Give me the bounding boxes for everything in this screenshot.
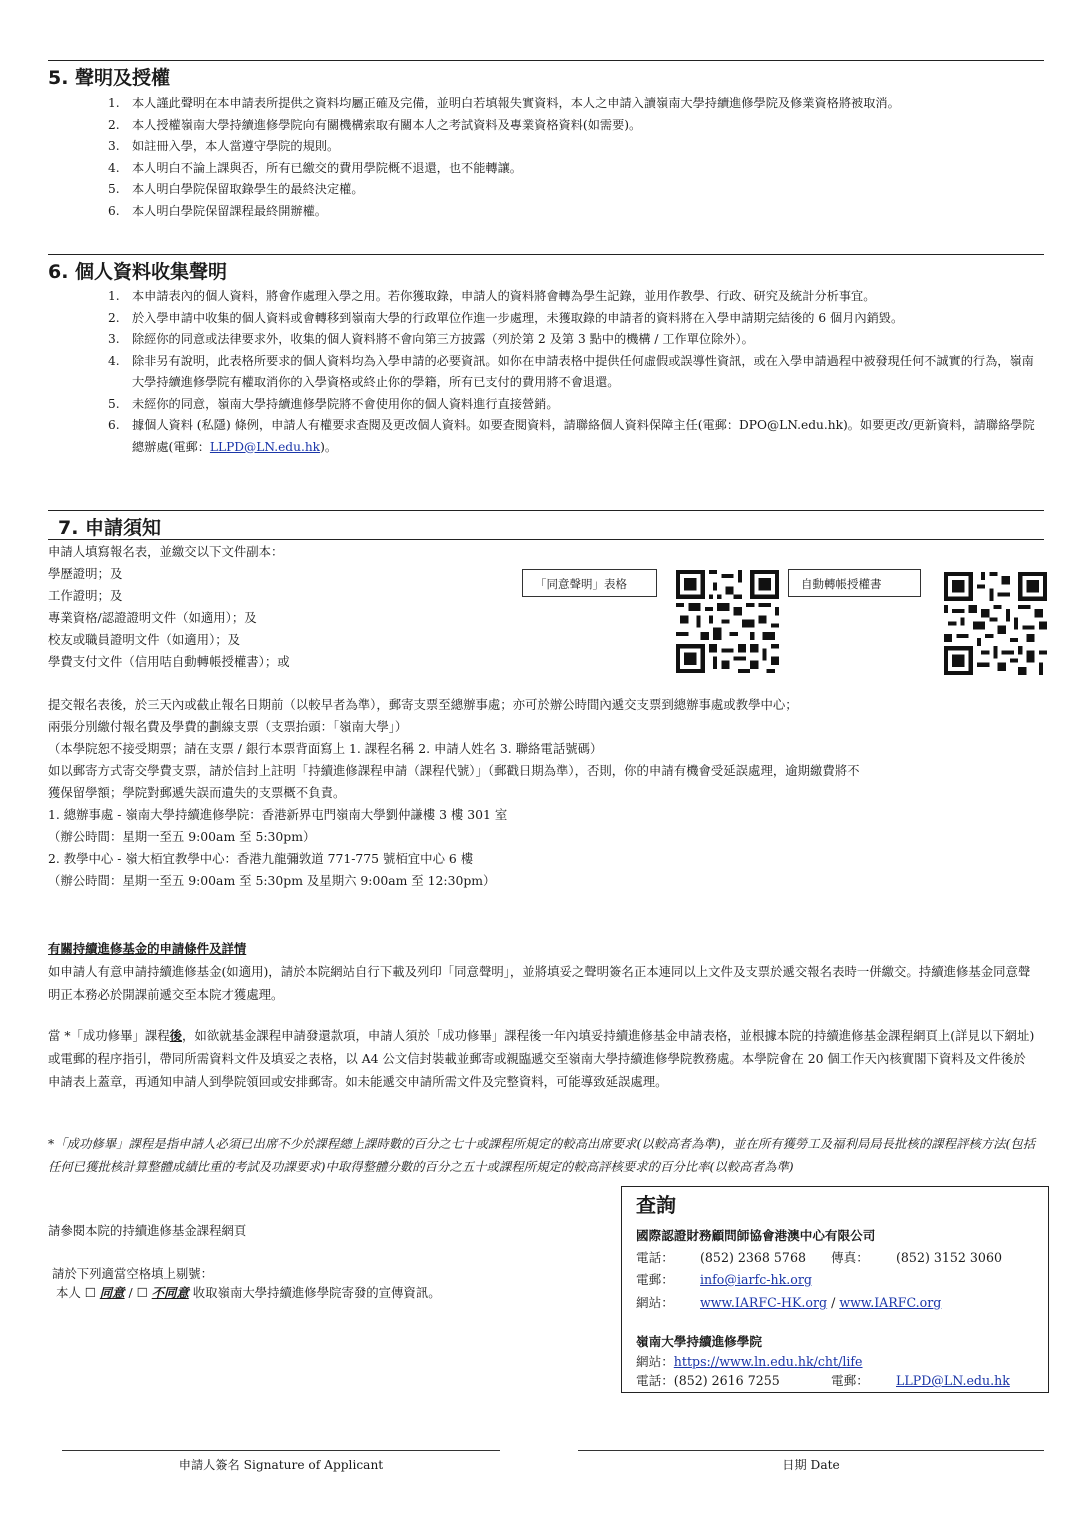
cef-paragraph-1: 如申請人有意申請持續進修基金(如適用)，請於本院網站自行下載及列印「同意聲明」，並將填妥之聲明簽名正本連同以上文件及支票於遞交報名表時一併繳交。持續進修基金同意聲明正本務必於開課前遞交至本院才獲處理。 bbox=[48, 964, 1031, 1002]
section-5-header bbox=[48, 60, 1044, 89]
iarfc-fax: (852) 3152 3060 bbox=[896, 1250, 1002, 1265]
consent-form-label: 「同意聲明」表格 bbox=[522, 569, 657, 597]
cef-title: 有關持續進修基金的申請條件及詳情 bbox=[48, 941, 247, 956]
tick-instruction: 請於下列適當空格填上剔號： bbox=[52, 1266, 214, 1281]
section-6-list bbox=[108, 286, 1038, 458]
qr-code-icon[interactable] bbox=[944, 572, 1047, 675]
tel-label: 電話： bbox=[636, 1250, 674, 1265]
list-item: 3. 如註冊入學，本人當遵守學院的規則。 bbox=[108, 139, 340, 153]
email-label: 電郵： bbox=[831, 1373, 869, 1388]
lingnan-email-link[interactable]: LLPD@LN.edu.hk bbox=[896, 1373, 1010, 1388]
list-item: 1. 本人謹此聲明在本申請表所提供之資料均屬正確及完備，並明白若填報失實資料，本人之申請入讀嶺南大學持續進修學院及修業資格將被取消。 bbox=[108, 96, 900, 110]
instruction-line: 獲保留學額；學院對郵遞失誤而遺失的支票概不負責。 bbox=[48, 785, 346, 800]
autopay-form-label: 自動轉帳授權書 bbox=[788, 569, 921, 597]
office-hours: （辦公時間：星期一至五 9:00am 至 5:30pm） bbox=[48, 829, 316, 844]
instruction-line: （本學院恕不接受期票；請在支票 / 銀行本票背面寫上 1. 課程名稱 2. 申請人姓名 3. 聯絡電話號碼） bbox=[48, 741, 603, 756]
org-lingnan: 嶺南大學持續進修學院 bbox=[636, 1334, 762, 1349]
date-label: 日期 Date bbox=[782, 1458, 840, 1472]
list-item: 3. 除經你的同意或法律要求外，收集的個人資料將不會向第三方披露（列於第 2 及第 3 點中的機構 / 工作單位除外）。 bbox=[108, 332, 754, 346]
org-iarfc: 國際認證財務顧問師協會港澳中心有限公司 bbox=[636, 1228, 876, 1243]
doc-item: 學歷證明；及 bbox=[48, 566, 123, 581]
enquiry-box bbox=[621, 1186, 1049, 1393]
iarfc-email-link[interactable]: info@iarfc-hk.org bbox=[700, 1272, 812, 1287]
doc-item: 學費支付文件（信用咭自動轉帳授權書）；或 bbox=[48, 654, 290, 669]
iarfc-websites: www.IARFC-HK.org / www.IARFC.org bbox=[700, 1295, 942, 1310]
qr-code-icon[interactable] bbox=[676, 570, 779, 673]
list-item: 5. 本人明白學院保留取錄學生的最終決定權。 bbox=[108, 182, 364, 196]
lingnan-phone: 電話：(852) 2616 7255 bbox=[636, 1373, 780, 1388]
section-6-title: 6. 個人資料收集聲明 bbox=[48, 261, 228, 283]
list-item: 6. 本人明白學院保留課程最終開辦權。 bbox=[108, 203, 327, 218]
applicant-signature-label: 申請人簽名 Signature of Applicant bbox=[178, 1458, 384, 1472]
iarfc-hk-link[interactable]: www.IARFC-HK.org bbox=[700, 1295, 828, 1310]
centre-address: 2. 教學中心 - 嶺大栢宜教學中心：香港九龍彌敦道 771-775 號栢宜中心 6 樓 bbox=[48, 851, 474, 866]
enquiry-title: 查詢 bbox=[636, 1193, 676, 1217]
instruction-line: 如以郵寄方式寄交學費支票，請於信封上註明「持續進修課程申請（課程代號）」（郵戳日期為準），否則，你的申請有機會受延誤處理，逾期繳費將不 bbox=[48, 763, 860, 778]
list-item: 1. 本申請表內的個人資料，將會作處理入學之用。若你獲取錄，申請人的資料將會轉為學生記錄，並用作教學、行政、研究及統計分析事宜。 bbox=[108, 289, 876, 303]
email-label: 電郵： bbox=[636, 1272, 674, 1287]
fax-label: 傳真： bbox=[831, 1250, 869, 1265]
emphasis-after: 後 bbox=[169, 1028, 183, 1043]
iarfc-phone: (852) 2368 5768 bbox=[700, 1250, 806, 1265]
doc-item: 校友或職員證明文件（如適用）；及 bbox=[48, 632, 241, 647]
cef-webpage-note: 請參閱本院的持續進修基金課程網頁 bbox=[48, 1223, 247, 1238]
lingnan-web-link[interactable]: https://www.ln.edu.hk/cht/life bbox=[673, 1354, 863, 1369]
list-item: 4. 本人明白不論上課與否，所有已繳交的費用學院概不退還，也不能轉讓。 bbox=[108, 160, 522, 175]
section-6-header bbox=[48, 254, 1044, 283]
doc-item: 專業資格/認證證明文件（如適用）；及 bbox=[48, 610, 257, 625]
section-5-list bbox=[108, 93, 1038, 222]
llpd-email-link[interactable]: LLPD@LN.edu.hk bbox=[209, 439, 321, 454]
section-7-header bbox=[48, 510, 1044, 540]
completion-note: *「成功修畢」課程是指申請人必須已出席不少於課程總上課時數的百分之七十或課程所規定的較高出席要求(以較高者為準)，並在所有獲勞工及福利局局長批核的課程評核方法(包括任何已獲批核計算整體成績比重的考試及功課要求)中取得整體分數的百分之五十或課程所規定的較高評核要求的百分比率(以較高者為準) bbox=[48, 1136, 1036, 1174]
list-item: 6. 據個人資料 (私隱) 條例，申請人有權要求查閱及更改個人資料。如要查閱資料，請聯絡個人資料保障主任(電郵：DPO@LN.edu.hk)。如要更改/更新資料，請聯絡學院總辦處(電郵：LLPD@LN.edu.hk)。 bbox=[108, 418, 1035, 454]
list-item: 5. 未經你的同意，嶺南大學持續進修學院將不會使用你的個人資料進行直接營銷。 bbox=[108, 396, 559, 411]
agree-option[interactable]: 同意 bbox=[99, 1285, 125, 1300]
doc-item: 工作證明；及 bbox=[48, 588, 123, 603]
iarfc-link[interactable]: www.IARFC.org bbox=[839, 1295, 942, 1310]
centre-hours: （辦公時間：星期一至五 9:00am 至 5:30pm 及星期六 9:00am 至 12:30pm） bbox=[48, 873, 496, 888]
list-item: 2. 於入學申請中收集的個人資料或會轉移到嶺南大學的行政單位作進一步處理，未獲取錄的申請者的資料將在入學申請期完結後的 6 個月內銷毀。 bbox=[108, 310, 904, 325]
web-label: 網站： bbox=[636, 1295, 674, 1310]
section-7-title: 7. 申請須知 bbox=[58, 517, 162, 539]
applicant-signature-line[interactable] bbox=[62, 1450, 500, 1451]
section-5-title: 5. 聲明及授權 bbox=[48, 67, 171, 89]
lingnan-web: 網站：https://www.ln.edu.hk/cht/life bbox=[636, 1354, 863, 1369]
instruction-line: 提交報名表後，於三天內或截止報名日期前（以較早者為準），郵寄支票至總辦事處；亦可於辦公時間內遞交支票到總辦事處或教學中心； bbox=[48, 697, 798, 712]
office-address: 1. 總辦事處 - 嶺南大學持續進修學院：香港新界屯門嶺南大學劉仲謙樓 3 樓 301 室 bbox=[48, 807, 508, 822]
date-line[interactable] bbox=[578, 1450, 1044, 1451]
list-item: 4. 除非另有說明，此表格所要求的個人資料均為入學申請的必要資訊。如你在申請表格中提供任何虛假或誤導性資訊，或在入學申請過程中被發現任何不誠實的行為，嶺南大學持續進修學院有權取消你的入學資格或終止你的學籍，所有已支付的費用將不會退還。 bbox=[108, 353, 1034, 389]
cef-paragraph-2: 當 *「成功修畢」課程後，如欲就基金課程申請發還款項，申請人須於「成功修畢」課程後一年內填妥持續進修基金申請表格，並根據本院的持續進修基金課程網頁上(詳見以下網址) 或電郵的程序指引，帶同所需資料文件及填妥之表格，以 A4 公文信封裝載並郵寄或親臨遞交至嶺南大學持續進修學院教務處。本學院會在 20 個工作天內核實閣下資料及文件後於申請表上蓋章，再通知申請人到學院領回或安排郵寄。如未能遞交申請所需文件及完整資料，可能導致延誤處理。 bbox=[48, 1028, 1035, 1089]
disagree-option[interactable]: 不同意 bbox=[151, 1285, 189, 1300]
marketing-consent: 本人 ☐ 同意 / ☐ 不同意 收取嶺南大學持續進修學院寄發的宣傳資訊。 bbox=[56, 1285, 441, 1300]
instruction-line: 兩張分別繳付報名費及學費的劃線支票（支票抬頭：「嶺南大學」） bbox=[48, 719, 408, 734]
list-item: 2. 本人授權嶺南大學持續進修學院向有關機構索取有關本人之考試資料及專業資格資料(如需要)。 bbox=[108, 117, 642, 132]
docs-intro: 申請人填寫報名表，並繳交以下文件副本： bbox=[48, 544, 284, 559]
